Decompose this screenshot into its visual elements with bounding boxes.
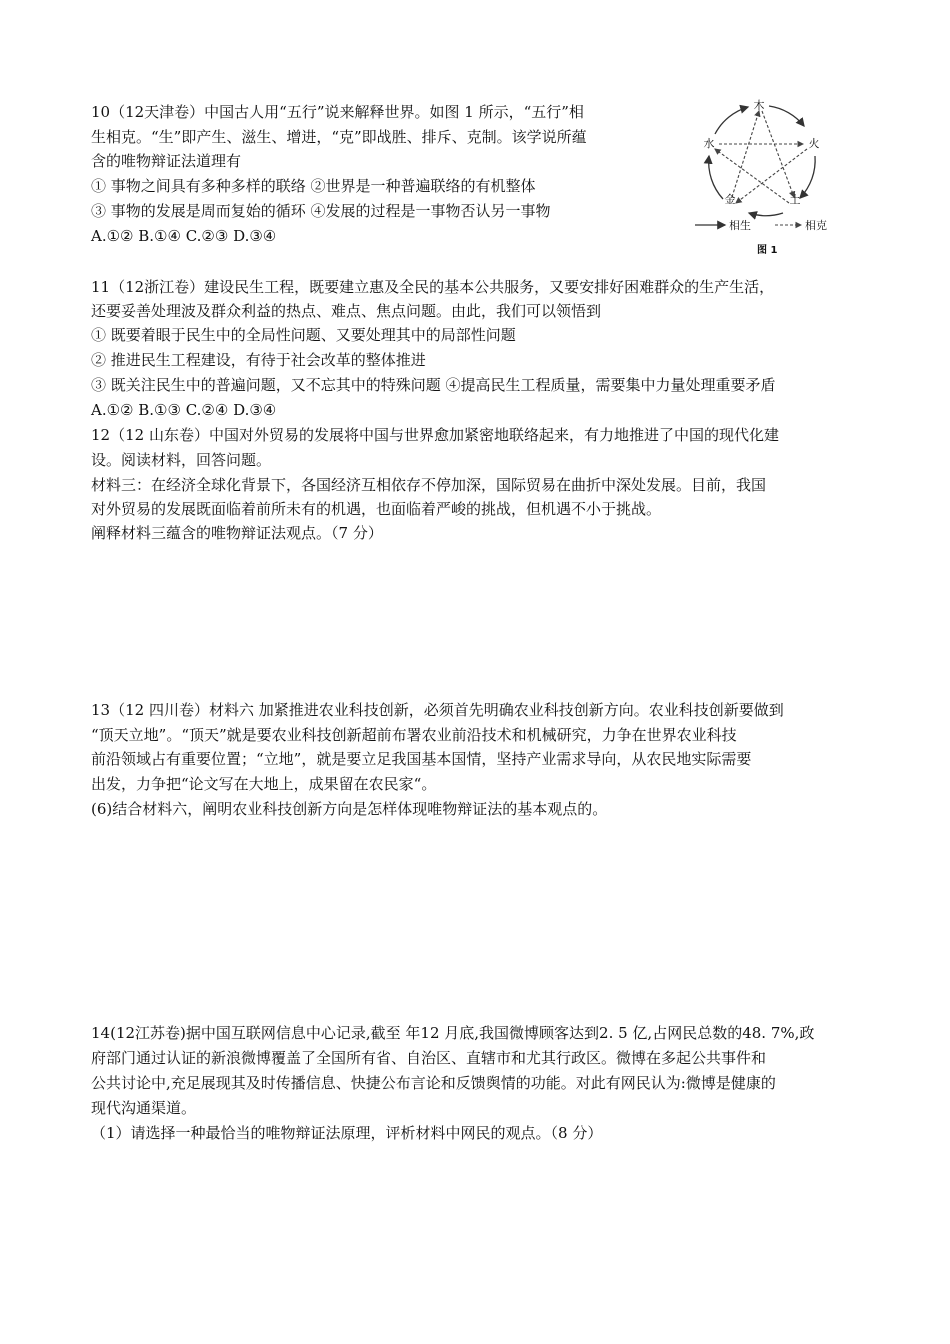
five-elements-figure [693, 96, 843, 260]
arrow-metal-to-wood [732, 111, 759, 197]
q12-material-line-1: 材料三：在经济全球化背景下，各国经济互相依存不停加深，国际贸易在曲折中深处发展。目前，我国 [91, 476, 767, 494]
q14-line-2: 府部门通过认证的新浪微博覆盖了全国所有省、自治区、直辖市和尤其行政区。微博在多起公共事件和 [91, 1049, 767, 1067]
arrow-wood-to-fire [769, 106, 804, 126]
arrow-water-to-wood [715, 107, 748, 134]
arrow-fire-to-earth [800, 156, 815, 198]
element-water-label: 水 [703, 137, 715, 150]
q12-material-line-2: 对外贸易的发展既面临着前所未有的机遇，也面临着严峻的挑战，但机遇不小于挑战。 [91, 500, 662, 518]
legend-ke-label: 相克 [805, 219, 827, 232]
arrow-wood-to-earth [762, 111, 794, 197]
element-metal-label: 金 [724, 193, 736, 206]
q14-line-4: 现代沟通渠道。 [91, 1099, 197, 1117]
q12-line-1: 12（12 山东卷）中国对外贸易的发展将中国与世界愈加紧密地联络起来，有力地推进了中国的现代化建 [91, 426, 779, 444]
five-elements-diagram [693, 96, 843, 260]
element-fire-label: 火 [808, 137, 820, 150]
q14-prompt: （1）请选择一种最恰当的唯物辩证法原理，评析材料中网民的观点。（8 分） [91, 1124, 603, 1142]
q13-line-4: 出发，力争把“论文写在大地上，成果留在农民家“。 [91, 775, 437, 793]
q12-prompt: 阐释材料三蕴含的唯物辩证法观点。（7 分） [91, 524, 383, 542]
figure-caption: 图 1 [757, 245, 778, 256]
ke-cycle-arrows [715, 111, 807, 203]
q13-prompt: (6)结合材料六，阐明农业科技创新方向是怎样体现唯物辩证法的基本观点的。 [91, 800, 608, 818]
q11-line-1: 11（12浙江卷）建设民生工程，既要建立惠及全民的基本公共服务，又要安排好困难群众的生产生活， [91, 278, 775, 296]
q11-line-2: 还要妥善处理波及群众利益的热点、难点、焦点问题。由此，我们可以领悟到 [91, 302, 602, 320]
q13-line-1: 13（12 四川卷）材料六 加紧推进农业科技创新，必须首先明确农业科技创新方向。农业科技创新要做到 [91, 701, 784, 719]
arrow-metal-to-water [709, 156, 723, 199]
q14-line-3: 公共讨论中,充足展现其及时传播信息、快捷公布言论和反馈舆情的功能。对此有网民认为:微博是健康的 [91, 1074, 776, 1092]
arrow-earth-to-metal [749, 213, 783, 216]
q10-line-3: 含的唯物辩证法道理有 [91, 152, 242, 170]
q11-option-2: ② 推进民生工程建设，有待于社会改革的整体推进 [91, 351, 426, 369]
q11-answer-choices: A.①② B.①③ C.②④ D.③④ [91, 401, 277, 419]
q13-line-2: “顶天立地”。“顶天”就是要农业科技创新超前布署农业前沿技术和机械研究，力争在世界农业科技 [91, 726, 737, 744]
element-wood-label: 木 [753, 99, 765, 112]
q14-line-1: 14(12江苏卷)据中国互联网信息中心记录,截至 年12 月底,我国微博顾客达到2. 5 亿,占网民总数的48. 7%,政 [91, 1024, 815, 1042]
q12-line-2: 设。阅读材料，回答问题。 [91, 451, 272, 469]
element-earth-label: 土 [789, 193, 801, 206]
q10-option-1-2: ① 事物之间具有多种多样的联络 ②世界是一种普遍联络的有机整体 [91, 177, 536, 195]
legend-sheng-label: 相生 [729, 219, 751, 232]
q11-option-3-4: ③ 既关注民生中的普遍问题，又不忘其中的特殊问题 ④提高民生工程质量，需要集中力量处理重要矛盾 [91, 376, 776, 394]
q11-option-1: ① 既要着眼于民生中的全局性问题、又要处理其中的局部性问题 [91, 326, 516, 344]
q10-line-2: 生相克。“生”即产生、滋生、增进，“克”即战胜、排斥、克制。该学说所蕴 [91, 128, 587, 146]
q10-answer-choices: A.①② B.①④ C.②③ D.③④ [91, 227, 277, 245]
q13-line-3: 前沿领域占有重要位置；“立地”，就是要立足我国基本国情，坚持产业需求导向，从农民地实际需要 [91, 750, 752, 768]
q10-line-1: 10（12天津卷）中国古人用“五行”说来解释世界。如图 1 所示，“五行”相 [91, 103, 584, 121]
q10-option-3-4: ③ 事物的发展是周而复始的循环 ④发展的过程是一事物否认另一事物 [91, 202, 551, 220]
